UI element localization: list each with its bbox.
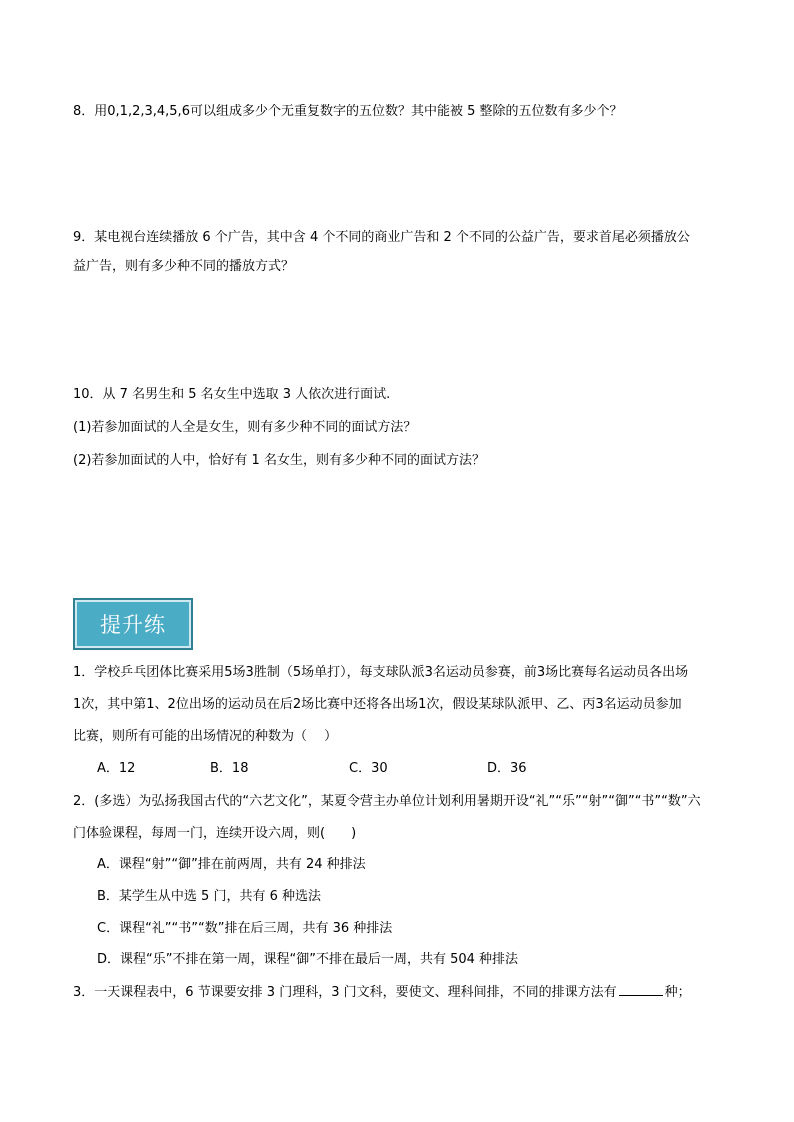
adv-q3 [73,983,691,1002]
adv-q2-option-a: A．课程“射”“御”排在前两周，共有 24 种排法 [97,857,366,872]
adv-q3-answer-blank [619,983,663,996]
adv-q1-line3: 比赛，则所有可能的出场情况的种数为（ ） [73,729,338,744]
adv-q2-option-c: C．课程“礼”“书”“数”排在后三周，共有 36 种排法 [97,921,393,936]
basic-q9-line1: 9．某电视台连续播放 6 个广告，其中含 4 个不同的商业广告和 2 个不同的公益广告，要求首尾必须播放公 [73,230,690,245]
adv-q3-before: 3．一天课程表中，6 节课要安排 3 门理科，3 门文科，要使文、理科间排，不同的排课方法有 [73,985,617,1000]
basic-q10-sub1: (1)若参加面试的人全是女生，则有多少种不同的面试方法？ [73,420,417,435]
section-badge-advanced [73,598,193,650]
adv-q1-option-c: C．30 [349,761,388,776]
adv-q2-option-b: B．某学生从中选 5 门，共有 6 种选法 [97,889,321,904]
basic-q10-stem: 10．从 7 名男生和 5 名女生中选取 3 人依次进行面试. [73,387,391,402]
basic-q9-line2: 益广告，则有多少种不同的播放方式？ [73,259,295,274]
adv-q1-option-a: A．12 [97,761,136,776]
adv-q2-line2: 门体验课程，每周一门，连续开设六周，则( ) [73,826,357,841]
adv-q1-option-d: D．36 [487,761,527,776]
basic-q8: 8．用0,1,2,3,4,5,6可以组成多少个无重复数字的五位数？其中能被 5 整除的五位数有多少个？ [73,104,623,119]
adv-q1-option-b: B．18 [210,761,249,776]
adv-q1-line2: 1次，其中第1、2位出场的运动员在后2场比赛中还将各出场1次，假设某球队派甲、乙、丙3名运动员参加 [73,697,682,712]
adv-q3-after: 种； [664,985,691,1000]
adv-q2-option-d: D．课程“乐”不排在第一周，课程“御”不排在最后一周，共有 504 种排法 [97,952,519,967]
section-title: 提升练 [100,613,166,637]
adv-q1-line1: 1．学校乒乓团体比赛采用5场3胜制（5场单打），每支球队派3名运动员参赛，前3场比赛每名运动员各出场 [73,665,689,680]
basic-q10-sub2: (2)若参加面试的人中，恰好有 1 名女生，则有多少种不同的面试方法？ [73,453,485,468]
adv-q2-line1: 2．(多选）为弘扬我国古代的“六艺文化”，某夏令营主办单位计划利用暑期开设“礼”“乐”“射”“御”“书”“数”六 [73,794,701,809]
